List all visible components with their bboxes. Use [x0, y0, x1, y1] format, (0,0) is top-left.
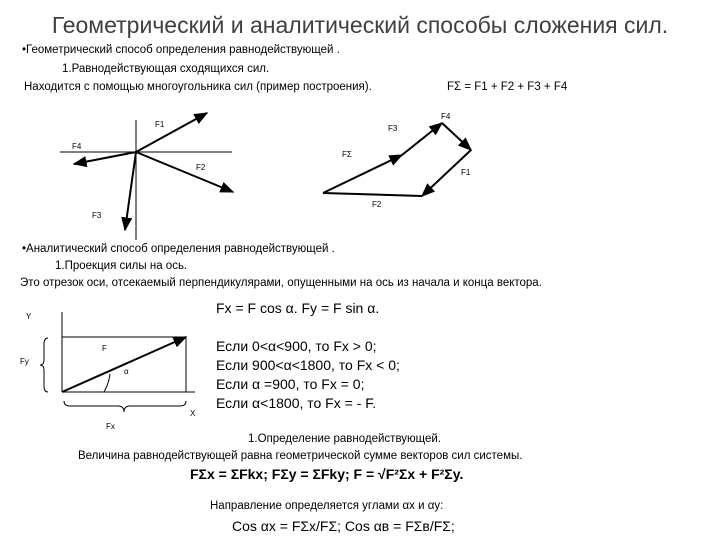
- label-poly-fsum: FΣ: [342, 150, 352, 159]
- analytic-item: 1.Проекция силы на ось.: [55, 260, 188, 272]
- page-title: Геометрический и аналитический способы сложения сил.: [51, 12, 669, 38]
- alpha-arc: [104, 374, 110, 392]
- vector-f2: [136, 152, 233, 192]
- cos-formula: Cos αx = FΣx/FΣ; Cos αв = FΣв/FΣ;: [232, 518, 455, 534]
- resultant-formula: FΣx = ΣFkx; FΣy = ΣFky; F = √F²Σx + F²Σy.: [190, 466, 464, 482]
- force-polygon-diagram: [323, 123, 471, 196]
- condition-4: Если α<1800, то Fx = - F.: [216, 395, 377, 411]
- resultant-item: 1.Определение равнодействующей.: [248, 433, 442, 445]
- brace-fy: [40, 338, 48, 392]
- polygon-vector-f3: [402, 123, 442, 155]
- label-fy: Fy: [20, 357, 29, 366]
- condition-3: Если α =900, то Fx = 0;: [216, 376, 365, 392]
- label-fx: Fx: [106, 422, 115, 431]
- analytic-desc: Это отрезок оси, отсекаемый перпендикулярами, опущенными на ось из начала и конца вектора.: [20, 277, 542, 289]
- projection-formula: Fx = F cos α. Fy = F sin α.: [216, 300, 380, 316]
- label-y: Y: [26, 312, 32, 321]
- direction-text: Направление определяется углами αx и αy:: [210, 500, 444, 512]
- vector-f1: [136, 113, 207, 152]
- condition-2: Если 900<α<1800, то Fx < 0;: [216, 357, 400, 373]
- condition-1: Если 0<α<900, то Fx > 0;: [216, 338, 377, 354]
- polygon-vector-f4: [323, 155, 402, 193]
- concurrent-forces-diagram: [60, 113, 233, 240]
- label-f2: F2: [196, 163, 206, 172]
- label-poly-f4: F4: [441, 112, 451, 121]
- label-alpha: α: [124, 367, 129, 376]
- geometric-desc: Находится с помощью многоугольника сил (пример построения).: [24, 81, 372, 93]
- label-poly-f3: F3: [388, 124, 398, 133]
- projection-diagram: [40, 312, 195, 412]
- label-x: X: [190, 409, 196, 418]
- label-poly-f1: F1: [461, 168, 471, 177]
- brace-fx: [64, 401, 186, 412]
- resultant-desc: Величина равнодействующей равна геометрической сумме векторов сил системы.: [78, 450, 523, 462]
- vector-f3: [125, 152, 136, 230]
- geometric-item: 1.Равнодействующая сходящихся сил.: [62, 63, 270, 75]
- polygon-vector-f1: [442, 123, 471, 150]
- label-poly-f2: F2: [372, 200, 382, 209]
- polygon-vector-fsum: [323, 193, 422, 196]
- vector-f: [62, 337, 186, 392]
- label-f1: F1: [155, 120, 165, 129]
- label-f: F: [102, 344, 107, 353]
- label-f3: F3: [92, 211, 102, 220]
- label-f4: F4: [72, 142, 82, 151]
- geometric-bullet: •Геометрический способ определения равнодействующей .: [22, 44, 340, 56]
- vector-f4: [74, 152, 136, 164]
- geometric-formula: FΣ = F1 + F2 + F3 + F4: [447, 81, 568, 93]
- analytic-bullet: •Аналитический способ определения равнодействующей .: [22, 243, 335, 255]
